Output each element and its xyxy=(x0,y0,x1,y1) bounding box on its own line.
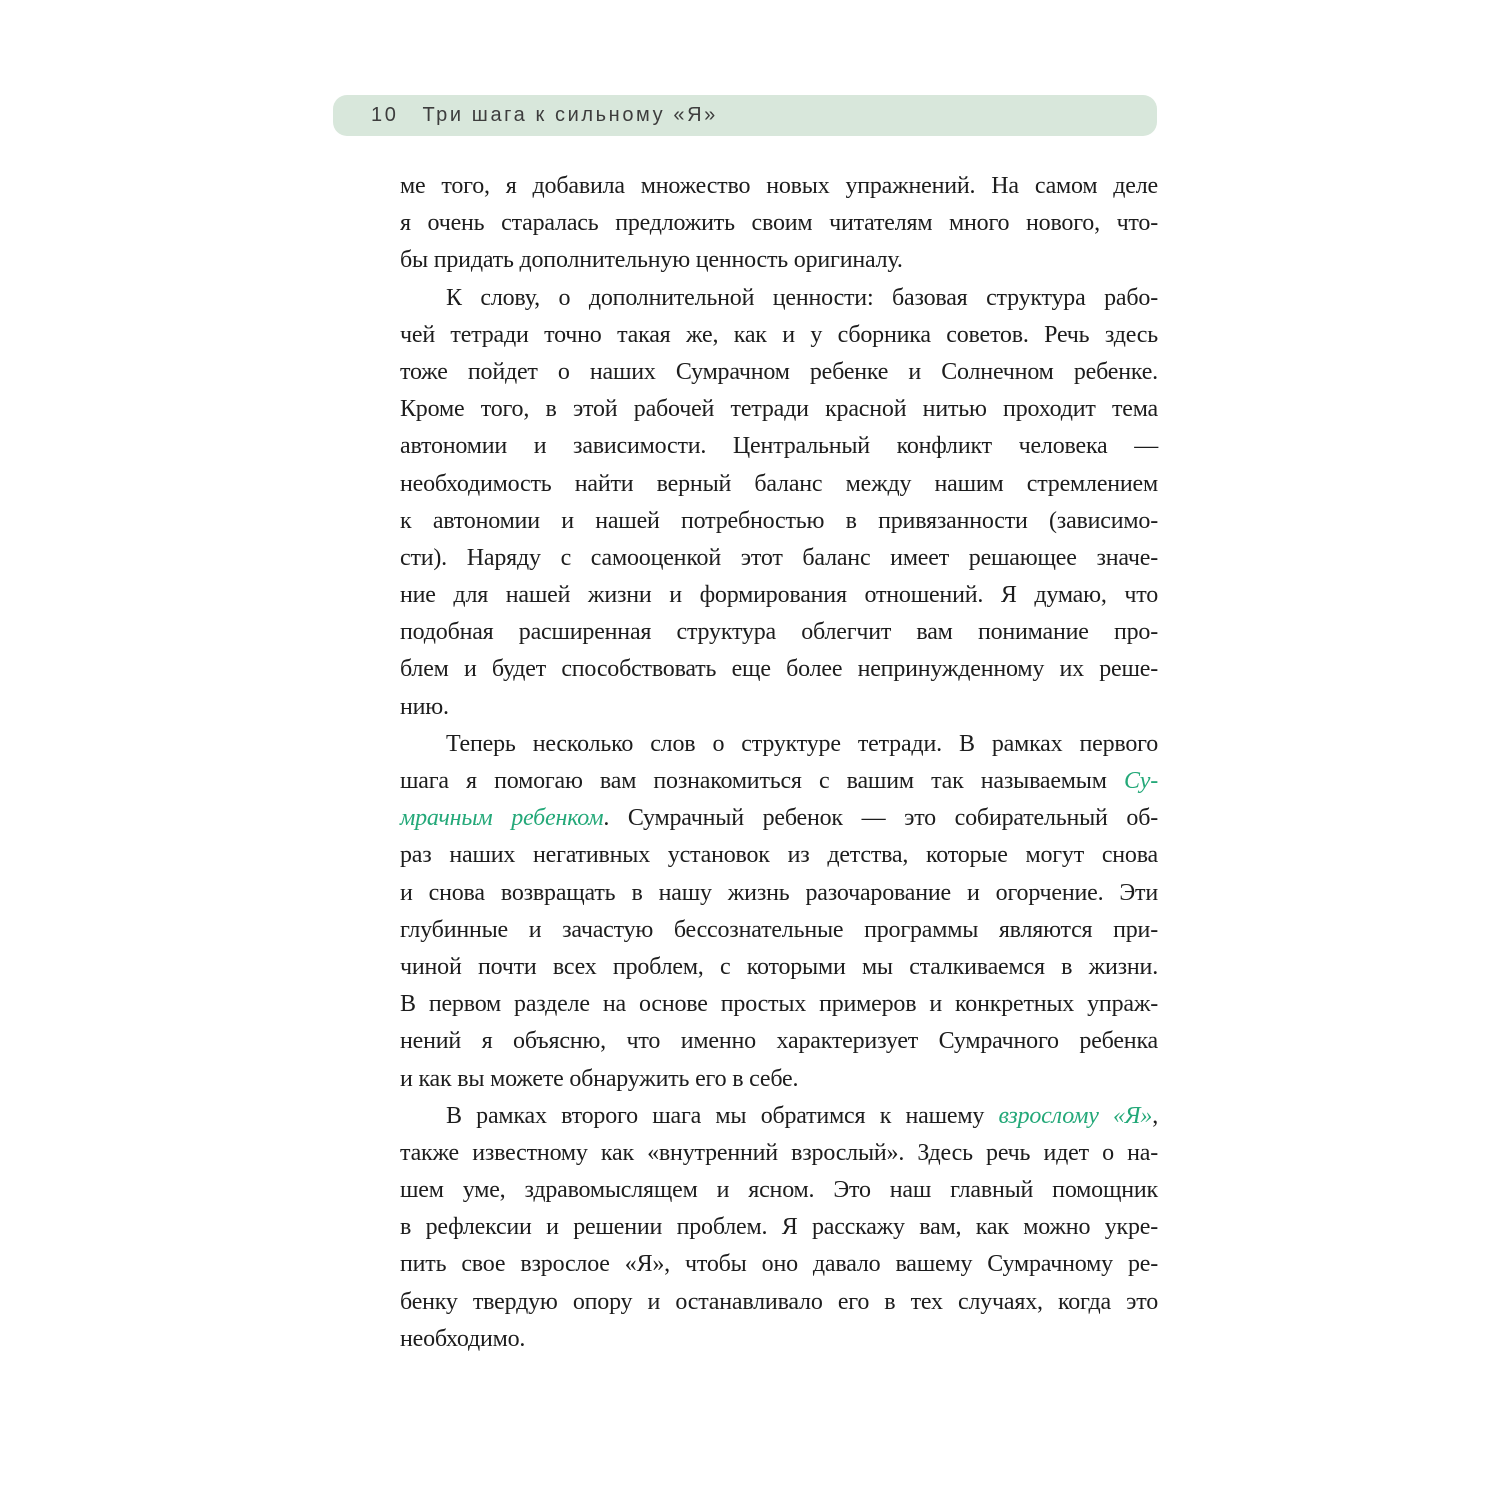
text-line: глубинные и зачастую бессознательные программы являются при- xyxy=(400,916,1158,943)
text-line: В первом разделе на основе простых примеров и конкретных упраж- xyxy=(400,991,1158,1018)
text-line: пить свое взрослое «Я», чтобы оно давало вашему Сумрачному ре- xyxy=(400,1251,1158,1278)
page-number: 10 xyxy=(371,104,399,126)
text-line: нений я объясню, что именно характеризует Сумрачного ребенка xyxy=(400,1028,1158,1055)
text-line: необходимость найти верный баланс между нашим стремлением xyxy=(400,470,1158,497)
highlighted-term: взрослому «Я» xyxy=(998,1102,1153,1129)
text-line: я очень старалась предложить своим читателям много нового, что- xyxy=(400,210,1158,237)
text-line: шем уме, здравомыслящем и ясном. Это наш главный помощник xyxy=(400,1177,1158,1204)
page-body xyxy=(400,168,1158,1358)
text-line: и как вы можете обнаружить его в себе. xyxy=(400,1065,799,1092)
text-line: раз наших негативных установок из детства, которые могут снова xyxy=(400,842,1158,869)
text-line: в рефлексии и решении проблем. Я расскажу вам, как можно укре- xyxy=(400,1214,1158,1241)
text-line: бенку твердую опору и останавливало его в тех случаях, когда это xyxy=(400,1288,1158,1315)
text-line: мрачным ребенком. Сумрачный ребенок — это собирательный об- xyxy=(400,805,1158,832)
text-line: бы придать дополнительную ценность оригиналу. xyxy=(400,247,903,274)
text-line: блем и будет способствовать еще более непринужденному их реше- xyxy=(400,656,1158,683)
text-line: Кроме того, в этой рабочей тетради красной нитью проходит тема xyxy=(400,396,1158,423)
text-line: к автономии и нашей потребностью в привязанности (зависимо- xyxy=(400,507,1158,534)
text-line: также известному как «внутренний взрослый». Здесь речь идет о на- xyxy=(400,1139,1158,1166)
text-line: и снова возвращать в нашу жизнь разочарование и огорчение. Эти xyxy=(400,879,1158,906)
text-line: К слову, о дополнительной ценности: базовая структура рабо- xyxy=(446,284,1158,311)
text-line: тоже пойдет о наших Сумрачном ребенке и Солнечном ребенке. xyxy=(400,358,1158,385)
text-line: В рамках второго шага мы обратимся к нашему взрослому «Я», xyxy=(446,1102,1158,1129)
chapter-title: Три шага к сильному «Я» xyxy=(422,104,718,126)
highlighted-term: Су- xyxy=(1123,768,1158,794)
text-line: чей тетради точно такая же, как и у сборника советов. Речь здесь xyxy=(400,321,1158,348)
text-line: сти). Наряду с самооценкой этот баланс имеет решающее значе- xyxy=(400,544,1158,571)
text-line: шага я помогаю вам познакомиться с вашим так называемым Су- xyxy=(400,768,1158,794)
text-line: чиной почти всех проблем, с которыми мы сталкиваемся в жизни. xyxy=(400,953,1158,980)
text-line: ме того, я добавила множество новых упражнений. На самом деле xyxy=(400,173,1158,199)
highlighted-term: мрачным ребенком xyxy=(400,805,604,832)
text-line: необходимо. xyxy=(400,1325,526,1352)
text-line: Теперь несколько слов о структуре тетради. В рамках первого xyxy=(446,730,1158,757)
text-line: ние для нашей жизни и формирования отношений. Я думаю, что xyxy=(400,582,1158,609)
chapter-header-bar xyxy=(333,95,1157,136)
text-line: автономии и зависимости. Центральный конфликт человека — xyxy=(400,433,1158,460)
text-line: подобная расширенная структура облегчит вам понимание про- xyxy=(400,619,1158,646)
text-line: нию. xyxy=(400,693,449,720)
